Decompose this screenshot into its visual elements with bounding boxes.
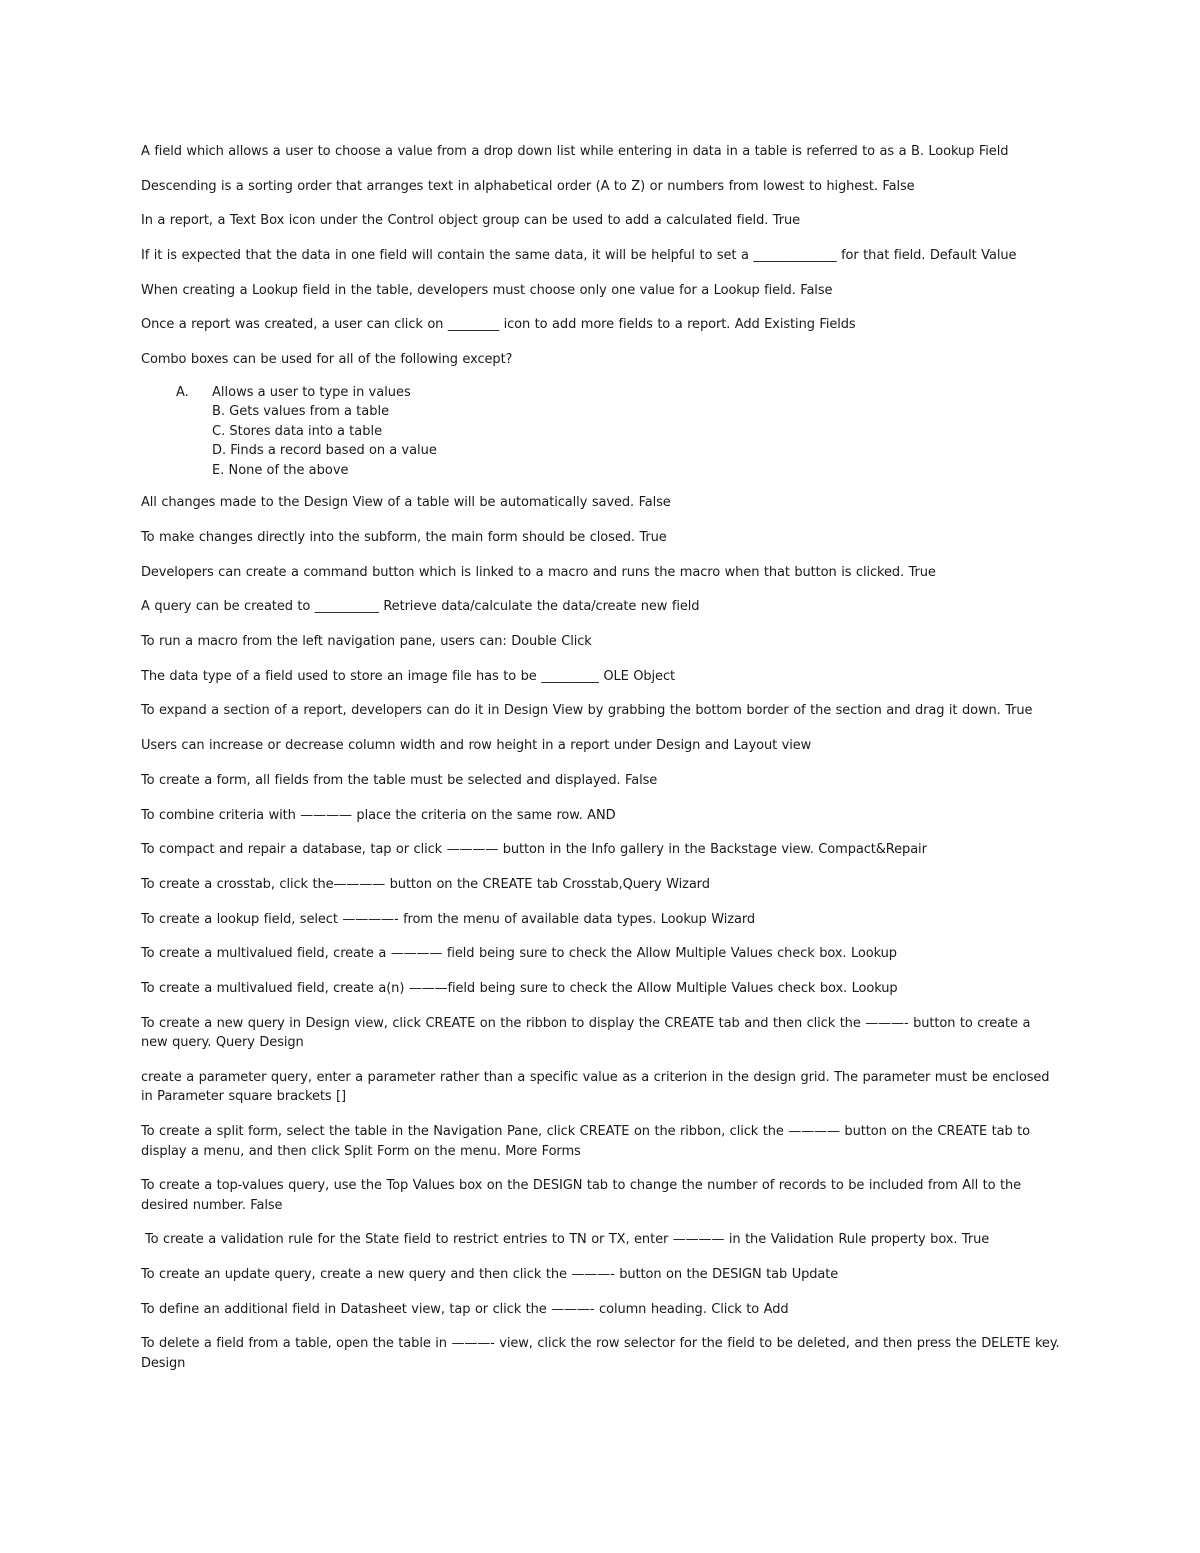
question-10: Developers can create a command button which is linked to a macro and runs the macro when that button is clicked. True xyxy=(141,564,936,580)
question-30: To delete a field from a table, open the table in ———- view, click the row selector for the field to be deleted, and then press the DELETE key. Design xyxy=(141,1336,1060,1371)
question-22: To create a multivalued field, create a(n) ———field being sure to check the Allow Multiple Values check box. Lookup xyxy=(141,980,898,996)
question-21: To create a multivalued field, create a ———— field being sure to check the Allow Multiple Values check box. Lookup xyxy=(141,946,897,962)
question-25: To create a split form, select the table in the Navigation Pane, click CREATE on the ribbon, click the ———— button on the CREATE tab to display a menu, and then click Split Form on the menu. More Forms xyxy=(141,1124,1031,1159)
question-13: The data type of a field used to store an image file has to be _________ OLE Object xyxy=(141,668,675,684)
option-text: C. Stores data into a table xyxy=(212,423,383,439)
question-27: To create a validation rule for the State field to restrict entries to TN or TX, enter ———— in the Validation Rule property box. True xyxy=(145,1232,990,1248)
question-23: To create a new query in Design view, click CREATE on the ribbon to display the CREATE tab and then click the ———- button to create a new query. Query Design xyxy=(141,1015,1031,1051)
answer-option xyxy=(141,422,1061,442)
question-8: All changes made to the Design View of a table will be automatically saved. False xyxy=(141,495,671,511)
question-2: Descending is a sorting order that arranges text in alphabetical order (A to Z) or numbers from lowest to highest. False xyxy=(141,178,915,194)
answer-option xyxy=(141,461,1061,481)
option-text: E. None of the above xyxy=(212,462,349,478)
answer-option xyxy=(141,441,1061,461)
answer-option xyxy=(141,402,1061,422)
question-12: To run a macro from the left navigation pane, users can: Double Click xyxy=(141,634,592,650)
option-text: Allows a user to type in values xyxy=(212,384,411,400)
question-1: A field which allows a user to choose a value from a drop down list while entering in data in a table is referred to as a B. Lookup Field xyxy=(141,144,1009,159)
question-5: When creating a Lookup field in the table, developers must choose only one value for a Lookup field. False xyxy=(141,282,833,298)
document-body xyxy=(141,142,1061,1389)
question-24: create a parameter query, enter a parameter rather than a specific value as a criterion in the design grid. The parameter must be enclosed in Parameter square brackets [] xyxy=(141,1069,1050,1105)
question-18: To compact and repair a database, tap or click ———— button in the Info gallery in the Backstage view. Compact&Repair xyxy=(141,842,927,858)
question-4: If it is expected that the data in one field will contain the same data, it will be helpful to set a _____________ for that field. Default Value xyxy=(141,248,1017,264)
answer-options-list xyxy=(141,383,1061,481)
question-28: To create an update query, create a new query and then click the ———- button on the DESIGN tab Update xyxy=(141,1267,839,1283)
option-text: B. Gets values from a table xyxy=(212,404,390,420)
question-9: To make changes directly into the subform, the main form should be closed. True xyxy=(141,530,667,545)
question-6: Once a report was created, a user can click on ________ icon to add more fields to a report. Add Existing Fields xyxy=(141,317,856,333)
answer-option xyxy=(141,383,1061,403)
question-20: To create a lookup field, select ————- from the menu of available data types. Lookup Wizard xyxy=(141,911,755,927)
option-text: D. Finds a record based on a value xyxy=(212,443,437,459)
question-11: A query can be created to __________ Retrieve data/calculate the data/create new field xyxy=(141,599,700,615)
question-29: To define an additional field in Datasheet view, tap or click the ———- column heading. Click to Add xyxy=(141,1301,789,1317)
option-marker: A. xyxy=(176,384,189,400)
question-17: To combine criteria with ———— place the criteria on the same row. AND xyxy=(141,807,616,823)
question-14: To expand a section of a report, developers can do it in Design View by grabbing the bottom border of the section and drag it down. True xyxy=(141,703,1033,719)
question-7: Combo boxes can be used for all of the following except? xyxy=(141,352,513,368)
question-19: To create a crosstab, click the———— button on the CREATE tab Crosstab,Query Wizard xyxy=(141,876,710,892)
question-16: To create a form, all fields from the table must be selected and displayed. False xyxy=(141,772,658,788)
question-15: Users can increase or decrease column width and row height in a report under Design and Layout view xyxy=(141,738,812,754)
question-3: In a report, a Text Box icon under the Control object group can be used to add a calculated field. True xyxy=(141,213,801,229)
question-26: To create a top-values query, use the Top Values box on the DESIGN tab to change the number of records to be included from All to the desired number. False xyxy=(141,1178,1022,1213)
